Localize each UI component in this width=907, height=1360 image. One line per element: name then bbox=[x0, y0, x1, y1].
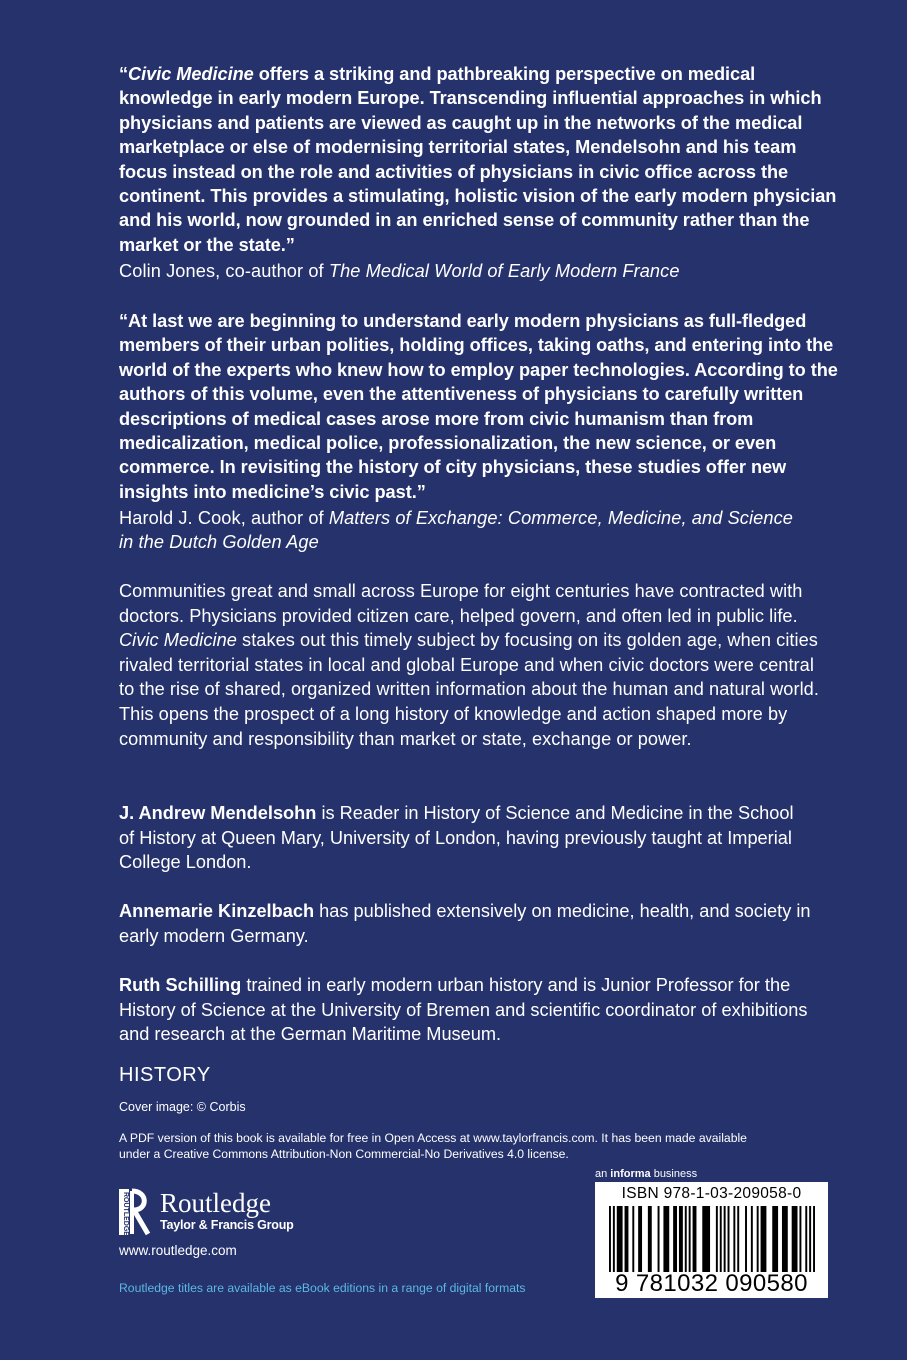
barcode-bar bbox=[724, 1206, 726, 1272]
barcode-bar bbox=[689, 1206, 691, 1272]
svg-text:ROUTLEDGE: ROUTLEDGE bbox=[122, 1192, 129, 1236]
publisher-website[interactable]: www.routledge.com bbox=[119, 1243, 237, 1258]
barcode-bar bbox=[792, 1206, 798, 1272]
quote-body: “At last we are beginning to understand early modern physicians as full-fledged members of their urban polities, holding offices, taking oaths, and entering into the world of the experts who knew how to employ paper technologies. According to the authors of this volume, even the attentiveness of physicians to carefully written descriptions of medical cases arose more from civic humanism than from medicalization, medical police, professionalization, the new science, or even commerce. In revisiting the history of city physicians, these studies offer new insights into medicine’s civic past.” bbox=[119, 311, 838, 502]
informa-tagline: an informa business bbox=[595, 1168, 698, 1180]
subject-category: HISTORY bbox=[119, 1064, 211, 1086]
barcode-bar bbox=[728, 1206, 730, 1272]
barcode-bar bbox=[813, 1206, 815, 1272]
quote-body: offers a striking and pathbreaking perspective on medical knowledge in early modern Europe. Transcending influential approaches in which physicians and patients are viewed as caught up in the networks of the medical marketplace or else of modernising territorial states, Mendelsohn and his team focus instead on the role and activities of physicians in civic office across the continent. This provides a stimulating, holistic vision of the early modern physician and his world, now grounded in an enriched sense of community rather than the market or the state.” bbox=[119, 64, 837, 255]
author-name: Annemarie Kinzelbach bbox=[119, 901, 315, 921]
barcode-bar bbox=[757, 1206, 759, 1272]
barcode-bar bbox=[638, 1206, 642, 1272]
author-name: J. Andrew Mendelsohn bbox=[119, 803, 317, 823]
cover-credit: Cover image: © Corbis bbox=[119, 1100, 246, 1114]
barcode-bar bbox=[663, 1206, 669, 1272]
barcode-bar bbox=[809, 1206, 811, 1272]
author-bio-2: Annemarie Kinzelbach has published extensively on medicine, health, and society in early modern Germany. bbox=[119, 901, 811, 946]
barcode-bar bbox=[632, 1206, 634, 1272]
endorsement-attribution-1: Colin Jones, co-author of The Medical World of Early Modern France bbox=[119, 261, 680, 281]
barcode-bar bbox=[693, 1206, 697, 1272]
barcode-bar bbox=[648, 1206, 652, 1272]
attribution-work: Matters of Exchange: Commerce, Medicine, and Science in the Dutch Golden Age bbox=[119, 508, 793, 553]
barcode-bar bbox=[782, 1206, 788, 1272]
publisher-name: Routledge bbox=[160, 1188, 271, 1218]
barcode-bars bbox=[607, 1206, 817, 1272]
barcode-bar bbox=[733, 1206, 735, 1272]
endorsement-quote-1 bbox=[119, 62, 839, 257]
barcode-bar bbox=[716, 1206, 718, 1272]
barcode-bar bbox=[625, 1206, 629, 1272]
endorsement-quote-2 bbox=[119, 309, 839, 504]
barcode-bar bbox=[737, 1206, 739, 1272]
barcode-bar bbox=[805, 1206, 807, 1272]
barcode-bar bbox=[673, 1206, 677, 1272]
publisher-group: Taylor & Francis Group bbox=[160, 1218, 294, 1232]
book-title-italic: Civic Medicine bbox=[119, 630, 237, 651]
barcode-bar bbox=[617, 1206, 623, 1272]
routledge-logo bbox=[118, 1188, 318, 1236]
barcode-bar bbox=[772, 1206, 778, 1272]
barcode-bar bbox=[613, 1206, 615, 1272]
barcode-bar bbox=[702, 1206, 710, 1272]
barcode-bar bbox=[720, 1206, 722, 1272]
routledge-mark-icon bbox=[118, 1188, 152, 1236]
endorsement-attribution-2: Harold J. Cook, author of Matters of Exchange: Commerce, Medicine, and Science in the Dutch Golden Age bbox=[119, 508, 793, 553]
barcode-bar bbox=[745, 1206, 747, 1272]
author-bio-3: Ruth Schilling trained in early modern urban history and is Junior Professor for the History of Science at the University of Bremen and scientific coordinator of exhibitions and research at the German Maritime Museum. bbox=[119, 975, 808, 1045]
author-name: Ruth Schilling bbox=[119, 975, 242, 995]
barcode-bar bbox=[679, 1206, 683, 1272]
barcode-bar bbox=[609, 1206, 611, 1272]
open-access-note: A PDF version of this book is available for free in Open Access at www.taylorfrancis.com. It has been made available under a Creative Commons Attribution-Non Commercial-No Derivatives 4.0 license. bbox=[119, 1131, 747, 1161]
book-description: Communities great and small across Europe for eight centuries have contracted with doctors. Physicians provided citizen care, helped govern, and often led in public life. Civic Medicine stakes out this timely subject by focusing on its golden age, when cities rivaled territorial states in local and global Europe and when civic doctors were central to the rise of shared, organized written information about the human and natural world. This opens the prospect of a long history of knowledge and action shaped more by community and responsibility than market or state, exchange or power. bbox=[119, 581, 819, 749]
barcode-bar bbox=[799, 1206, 801, 1272]
barcode-bar bbox=[685, 1206, 687, 1272]
author-bio-1: J. Andrew Mendelsohn is Reader in History of Science and Medicine in the School of History at Queen Mary, University of London, having previously taught at Imperial College London. bbox=[119, 803, 794, 873]
barcode-digits: 9 781032 090580 bbox=[615, 1270, 808, 1297]
book-title-italic: Civic Medicine bbox=[128, 64, 254, 84]
barcode-bar bbox=[658, 1206, 660, 1272]
ebook-note: Routledge titles are available as eBook editions in a range of digital formats bbox=[119, 1281, 526, 1295]
isbn-barcode bbox=[595, 1182, 828, 1298]
barcode-bar bbox=[761, 1206, 767, 1272]
quote-open-mark: “ bbox=[119, 64, 129, 84]
attribution-work: The Medical World of Early Modern France bbox=[328, 261, 680, 281]
isbn-label: ISBN 978-1-03-209058-0 bbox=[621, 1185, 802, 1202]
barcode-bar bbox=[751, 1206, 753, 1272]
